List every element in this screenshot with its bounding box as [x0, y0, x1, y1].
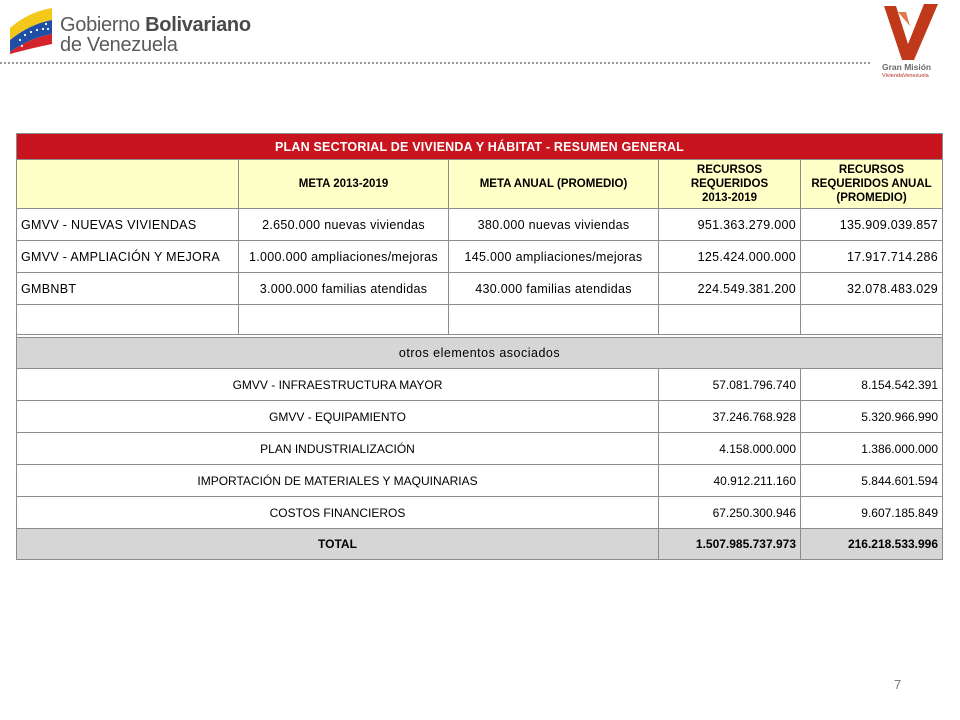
other-row: [17, 497, 943, 529]
vivienda-venezuela-text: ViviendaVenezuela: [882, 73, 929, 79]
empty-cell: [449, 305, 659, 335]
row-meta: 3.000.000 familias atendidas: [239, 273, 449, 305]
row-recursos: 224.549.381.200: [659, 273, 801, 305]
row-meta-anual: 380.000 nuevas viviendas: [449, 209, 659, 241]
row-meta-anual: 145.000 ampliaciones/mejoras: [449, 241, 659, 273]
row-meta: 1.000.000 ampliaciones/mejoras: [239, 241, 449, 273]
empty-cell: [659, 305, 801, 335]
row-name: GMVV - AMPLIACIÓN Y MEJORA: [17, 241, 239, 273]
other-row: [17, 433, 943, 465]
total-row: [17, 529, 943, 560]
row-meta: 2.650.000 nuevas viviendas: [239, 209, 449, 241]
other-row: [17, 465, 943, 497]
other-row-recursos: 4.158.000.000: [659, 433, 801, 465]
section-title: otros elementos asociados: [17, 338, 943, 369]
header-divider: [0, 62, 870, 64]
other-row-recursos: 37.246.768.928: [659, 401, 801, 433]
other-row-recursos-anual: 5.844.601.594: [801, 465, 943, 497]
row-meta-anual: 430.000 familias atendidas: [449, 273, 659, 305]
column-header-recursos: RECURSOS REQUERIDOS 2013-2019: [659, 160, 801, 209]
other-row-recursos: 67.250.300.946: [659, 497, 801, 529]
column-header-recursos-anual: RECURSOS REQUERIDOS ANUAL (PROMEDIO): [801, 160, 943, 209]
other-row-recursos-anual: 5.320.966.990: [801, 401, 943, 433]
column-header-row: [17, 160, 943, 209]
section-header-row: [17, 338, 943, 369]
government-logo: [8, 4, 268, 54]
empty-cell: [801, 305, 943, 335]
other-row-recursos-anual: 8.154.542.391: [801, 369, 943, 401]
other-row: [17, 369, 943, 401]
table-title: PLAN SECTORIAL DE VIVIENDA Y HÁBITAT - RESUMEN GENERAL: [17, 134, 943, 160]
other-row-label: GMVV - INFRAESTRUCTURA MAYOR: [17, 369, 659, 401]
table-row: [17, 209, 943, 241]
other-row-label: IMPORTACIÓN DE MATERIALES Y MAQUINARIAS: [17, 465, 659, 497]
table-title-row: [17, 134, 943, 160]
other-row-label: PLAN INDUSTRIALIZACIÓN: [17, 433, 659, 465]
other-row: [17, 401, 943, 433]
total-recursos: 1.507.985.737.973: [659, 529, 801, 560]
total-label: TOTAL: [17, 529, 659, 560]
row-name: GMVV - NUEVAS VIVIENDAS: [17, 209, 239, 241]
summary-table: [16, 133, 943, 560]
gran-mision-logo: [880, 2, 950, 90]
empty-cell: [239, 305, 449, 335]
row-recursos: 951.363.279.000: [659, 209, 801, 241]
row-recursos-anual: 135.909.039.857: [801, 209, 943, 241]
empty-row: [17, 305, 943, 335]
gran-mision-text: Gran Misión: [882, 62, 932, 72]
government-name-line1: Gobierno Bolivariano: [60, 14, 251, 36]
v-logo-icon: [880, 2, 942, 62]
empty-cell: [17, 305, 239, 335]
other-row-recursos: 40.912.211.160: [659, 465, 801, 497]
table-row: [17, 241, 943, 273]
column-header-meta: META 2013-2019: [239, 160, 449, 209]
row-recursos-anual: 32.078.483.029: [801, 273, 943, 305]
column-header-empty: [17, 160, 239, 209]
other-row-label: GMVV - EQUIPAMIENTO: [17, 401, 659, 433]
venezuela-flag-icon: [8, 6, 54, 54]
row-recursos-anual: 17.917.714.286: [801, 241, 943, 273]
column-header-meta-anual: META ANUAL (PROMEDIO): [449, 160, 659, 209]
other-row-recursos-anual: 9.607.185.849: [801, 497, 943, 529]
other-row-label: COSTOS FINANCIEROS: [17, 497, 659, 529]
page-number: 7: [894, 677, 902, 692]
row-recursos: 125.424.000.000: [659, 241, 801, 273]
other-row-recursos: 57.081.796.740: [659, 369, 801, 401]
other-row-recursos-anual: 1.386.000.000: [801, 433, 943, 465]
row-name: GMBNBT: [17, 273, 239, 305]
government-name-line2: de Venezuela: [60, 34, 178, 56]
total-recursos-anual: 216.218.533.996: [801, 529, 943, 560]
table-row: [17, 273, 943, 305]
summary-table-container: [16, 133, 942, 560]
